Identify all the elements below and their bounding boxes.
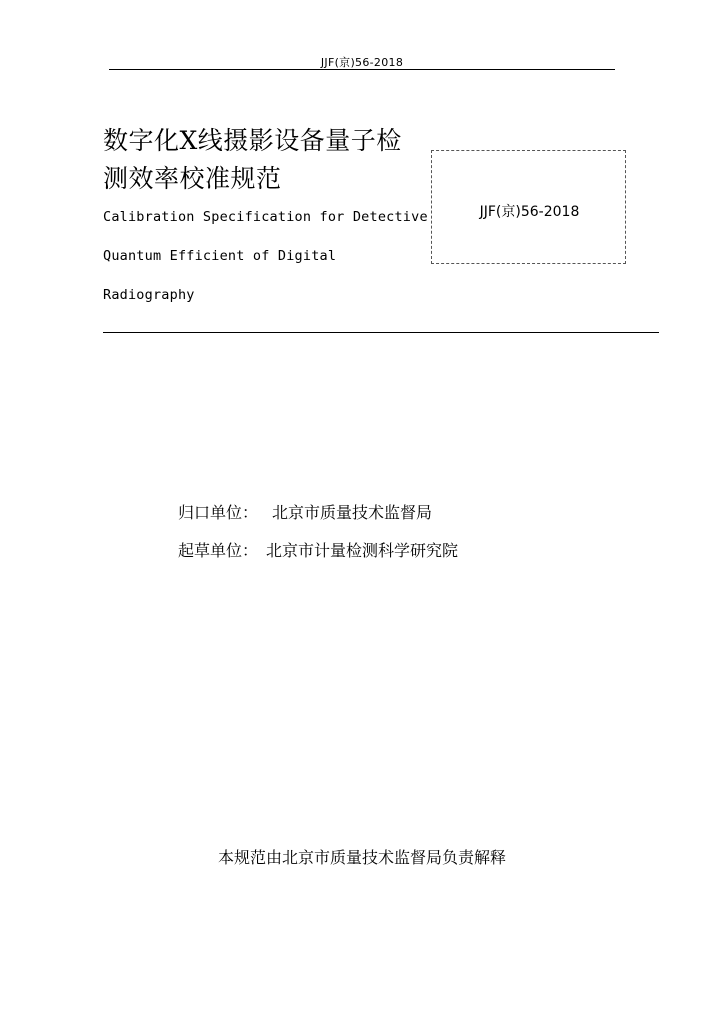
specification-code: JJF(京)56-2018 xyxy=(479,204,580,220)
title-english-line-3: Radiography xyxy=(103,287,195,303)
responsible-unit-value: 北京市质量技术监督局 xyxy=(272,503,433,522)
drafting-unit-row xyxy=(178,541,458,561)
title-english-line-2: Quantum Efficient of Digital xyxy=(103,248,337,264)
title-english-line-1: Calibration Specification for Detective xyxy=(103,209,428,225)
specification-code-box xyxy=(431,150,626,264)
drafting-unit-value: 北京市计量检测科学研究院 xyxy=(266,541,459,560)
title-chinese-line-2: 测效率校准规范 xyxy=(103,164,282,193)
interpretation-note: 本规范由北京市质量技术监督局负责解释 xyxy=(217,848,506,867)
title-chinese-line-1: 数字化X线摄影设备量子检 xyxy=(103,126,402,155)
responsible-unit-row xyxy=(178,503,432,523)
header-divider xyxy=(109,69,615,70)
title-divider xyxy=(103,332,659,333)
header-code: JJF(京)56-2018 xyxy=(320,56,404,69)
drafting-unit-label: 起草单位： xyxy=(178,541,259,560)
responsible-unit-label: 归口单位： xyxy=(178,503,259,522)
